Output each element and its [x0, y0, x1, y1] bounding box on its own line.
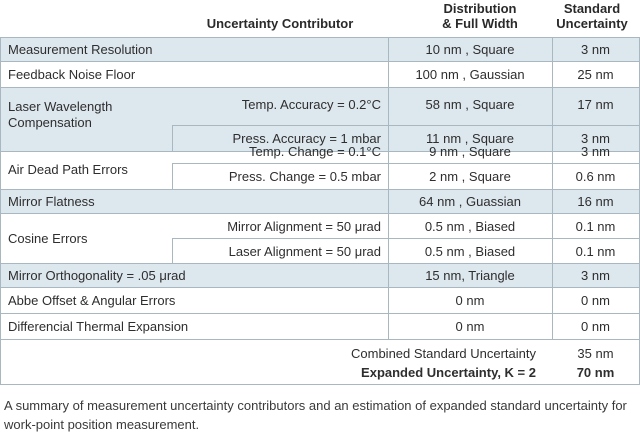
label-air-dead-path: Air Dead Path Errors	[8, 162, 128, 177]
label-feedback-noise: Feedback Noise Floor	[8, 67, 136, 82]
condition-mirror-alignment: Mirror Alignment = 50 μrad	[227, 219, 381, 234]
table-header	[0, 0, 640, 37]
distribution-mirror-flatness: 64 nm , Guassian	[419, 194, 521, 209]
uncertainty-press-accuracy: 3 nm	[581, 131, 610, 146]
rule	[0, 263, 640, 264]
header-standard-line2: Uncertainty	[556, 16, 628, 31]
combined-uncertainty-value: 35 nm	[577, 346, 614, 361]
label-abbe-offset: Abbe Offset & Angular Errors	[8, 293, 176, 308]
uncertainty-abbe-offset: 0 nm	[581, 293, 610, 308]
distribution-mirror-orthogonality: 15 nm, Triangle	[425, 268, 515, 283]
label-mirror-flatness: Mirror Flatness	[8, 194, 95, 209]
condition-press-change: Press. Change = 0.5 mbar	[228, 169, 381, 184]
rule	[172, 163, 640, 164]
distribution-abbe-offset: 0 nm	[455, 293, 485, 308]
header-standard-uncertainty	[552, 1, 632, 31]
label-laser-wavelength-line1: Laser Wavelength	[8, 99, 113, 114]
header-distribution-line2: & Full Width	[442, 16, 518, 31]
condition-press-accuracy: Press. Accuracy = 1 mbar	[232, 131, 381, 146]
table-caption: A summary of measurement uncertainty contributors and an estimation of expanded standard uncertainty for work-point position measurement.	[4, 398, 627, 432]
uncertainty-laser-alignment: 0.1 nm	[575, 244, 616, 259]
rule	[0, 37, 640, 38]
combined-uncertainty-label: Combined Standard Uncertainty	[351, 346, 536, 361]
distribution-press-change: 2 nm , Square	[429, 169, 511, 184]
uncertainty-mirror-orthogonality: 3 nm	[581, 268, 610, 283]
rule	[0, 189, 640, 190]
uncertainty-mirror-alignment: 0.1 nm	[575, 219, 616, 234]
rule	[172, 238, 640, 239]
rule	[0, 61, 640, 62]
rule	[0, 384, 640, 385]
label-mirror-orthogonality: Mirror Orthogonality = .05 μrad	[8, 268, 186, 283]
rule	[0, 37, 1, 385]
distribution-thermal-expansion: 0 nm	[455, 319, 485, 334]
uncertainty-feedback-noise: 25 nm	[577, 67, 614, 82]
uncertainty-press-change: 0.6 nm	[575, 169, 616, 184]
distribution-temp-accuracy: 58 nm , Square	[425, 97, 515, 112]
uncertainty-temp-change: 3 nm	[581, 144, 610, 159]
distribution-temp-change: 9 nm , Square	[429, 144, 511, 159]
uncertainty-table	[0, 37, 640, 385]
rule	[0, 339, 640, 340]
rule	[0, 213, 640, 214]
condition-temp-change: Temp. Change = 0.1°C	[248, 144, 381, 159]
header-distribution-line1: Distribution	[443, 1, 517, 16]
uncertainty-measurement-resolution: 3 nm	[581, 42, 610, 57]
header-distribution	[400, 1, 560, 31]
uncertainty-temp-accuracy: 17 nm	[577, 97, 614, 112]
label-thermal-expansion: Differencial Thermal Expansion	[8, 319, 189, 334]
uncertainty-mirror-flatness: 16 nm	[577, 194, 614, 209]
distribution-mirror-alignment: 0.5 nm , Biased	[424, 219, 516, 234]
uncertainty-thermal-expansion: 0 nm	[581, 319, 610, 334]
condition-temp-accuracy: Temp. Accuracy = 0.2°C	[241, 97, 381, 112]
rule	[172, 125, 640, 126]
header-standard-line1: Standard	[563, 1, 621, 16]
condition-laser-alignment: Laser Alignment = 50 μrad	[228, 244, 381, 259]
distribution-press-accuracy: 11 nm , Square	[426, 131, 514, 146]
rule	[0, 287, 640, 288]
label-laser-wavelength-line2: Compensation	[8, 115, 92, 130]
distribution-feedback-noise: 100 nm , Gaussian	[415, 67, 525, 82]
rule	[0, 313, 640, 314]
distribution-measurement-resolution: 10 nm , Square	[425, 42, 515, 57]
expanded-uncertainty-value: 70 nm	[576, 365, 615, 380]
distribution-laser-alignment: 0.5 nm , Biased	[424, 244, 516, 259]
header-uncertainty-contributor: Uncertainty Contributor	[206, 16, 354, 31]
rule	[0, 87, 640, 88]
label-cosine-errors: Cosine Errors	[8, 231, 88, 246]
label-measurement-resolution: Measurement Resolution	[8, 42, 153, 57]
expanded-uncertainty-label: Expanded Uncertainty, K = 2	[361, 365, 536, 380]
